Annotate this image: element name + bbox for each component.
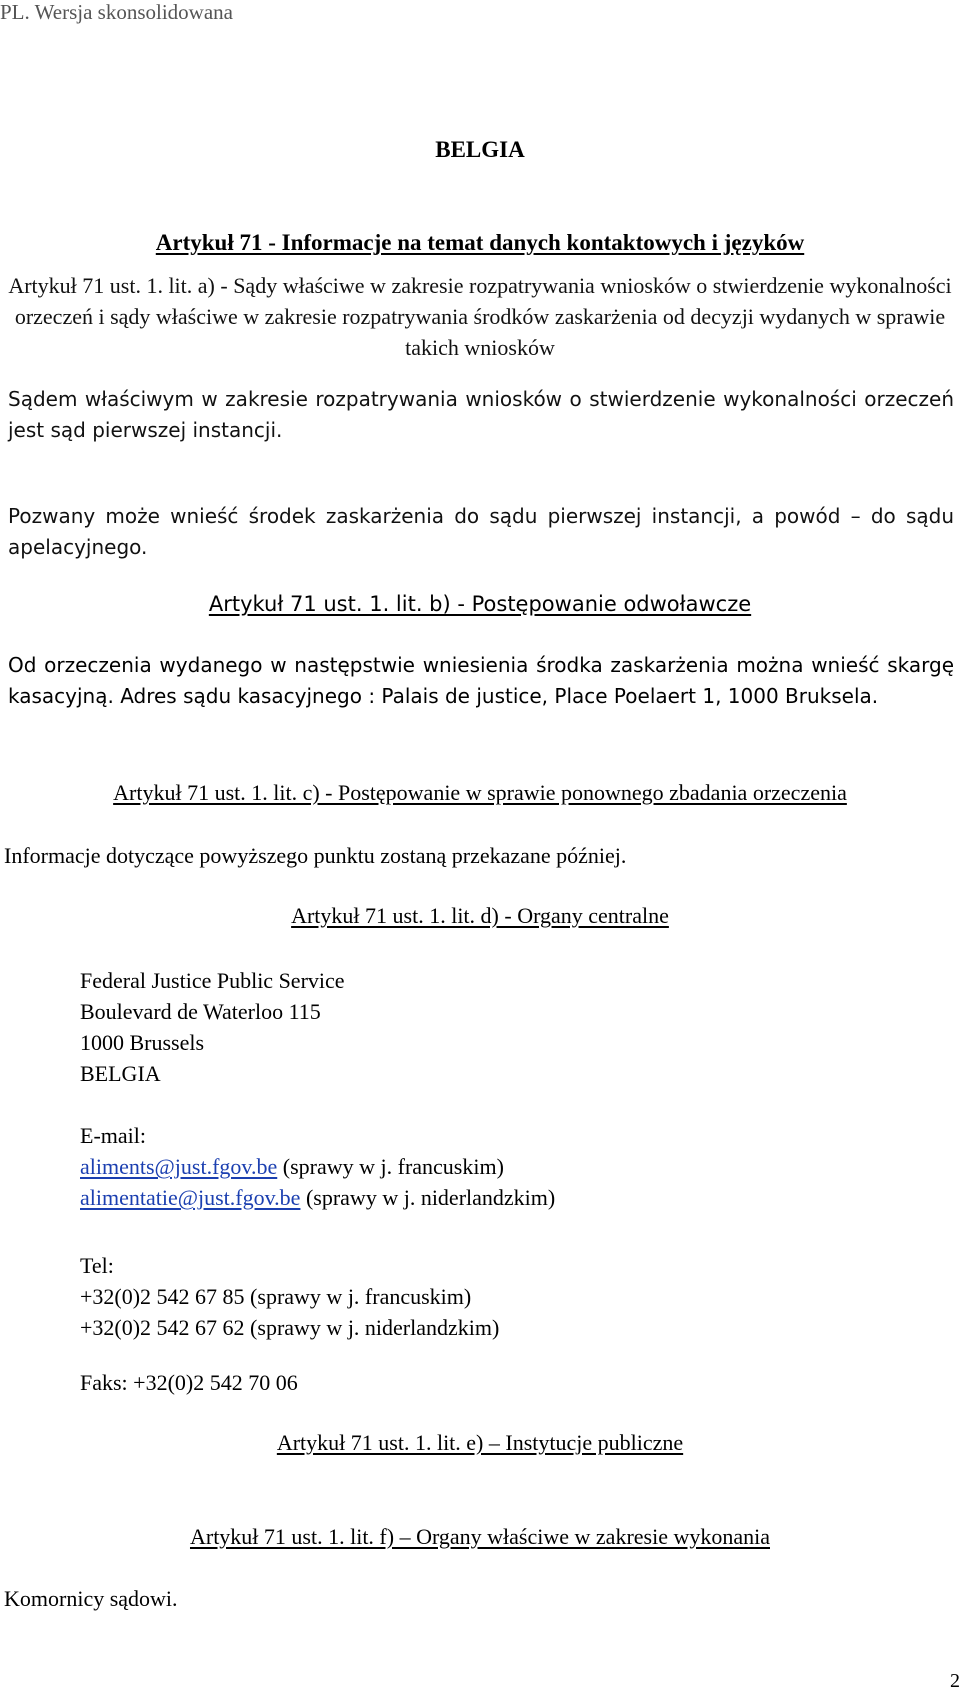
phone-label: Tel:	[80, 1253, 114, 1278]
email-label: E-mail:	[80, 1123, 146, 1148]
phone-number: +32(0)2 542 67 85 (sprawy w j. francuskim)	[80, 1284, 472, 1309]
email-row	[80, 1151, 555, 1182]
fax-number: Faks: +32(0)2 542 70 06	[80, 1370, 298, 1395]
section-a-paragraph: Sądem właściwym w zakresie rozpatrywania wniosków o stwierdzenie wykonalności orzeczeń jest sąd pierwszej instancji.	[8, 387, 954, 442]
section-d-heading: Artykuł 71 ust. 1. lit. d) - Organy centralne	[291, 903, 669, 928]
section-f-heading: Artykuł 71 ust. 1. lit. f) – Organy właściwe w zakresie wykonania	[189, 1524, 770, 1549]
section-e-heading: Artykuł 71 ust. 1. lit. e) – Instytucje publiczne	[276, 1430, 684, 1455]
email-link-french[interactable]: aliments@just.fgov.be	[80, 1154, 278, 1179]
section-a-paragraph: Pozwany może wnieść środek zaskarżenia do sądu pierwszej instancji, a powód – do sądu apelacyjnego.	[8, 504, 954, 559]
address-line: Boulevard de Waterloo 115	[80, 999, 321, 1024]
section-b-heading: Artykuł 71 ust. 1. lit. b) - Postępowanie odwoławcze	[208, 592, 752, 616]
address-line: BELGIA	[80, 1061, 161, 1086]
article-heading: Artykuł 71 - Informacje na temat danych kontaktowych i języków	[155, 230, 805, 255]
document-title: BELGIA	[435, 137, 525, 162]
section-b-paragraph: Od orzeczenia wydanego w następstwie wniesienia środka zaskarżenia można wnieść skargę kasacyjną. Adres sądu kasacyjnego : Palais de justice, Place Poelaert 1, 1000 Bruksela.	[8, 653, 954, 708]
section-a-heading: Artykuł 71 ust. 1. lit. a) - Sądy właściwe w zakresie rozpatrywania wniosków o stwierdzenie wykonalności orzeczeń i sądy właściwe w zakresie rozpatrywania środków zaskarżenia od decyzji wydanych w sprawie takich wniosków	[8, 273, 952, 360]
section-c-heading: Artykuł 71 ust. 1. lit. c) - Postępowanie w sprawie ponownego zbadania orzeczenia	[113, 780, 847, 805]
section-c-paragraph: Informacje dotyczące powyższego punktu zostaną przekazane później.	[4, 843, 627, 868]
page-number: 2	[950, 1670, 960, 1692]
section-f-paragraph: Komornicy sądowi.	[4, 1586, 178, 1611]
email-block	[80, 1120, 555, 1213]
address-line: 1000 Brussels	[80, 1030, 205, 1055]
document-header-label: PL. Wersja skonsolidowana	[0, 0, 233, 24]
central-authority-address	[80, 965, 345, 1089]
email-note: (sprawy w j. niderlandzkim)	[300, 1185, 556, 1210]
phone-block	[80, 1250, 499, 1343]
email-row	[80, 1182, 555, 1213]
phone-number: +32(0)2 542 67 62 (sprawy w j. niderlandzkim)	[80, 1315, 500, 1340]
email-note: (sprawy w j. francuskim)	[277, 1154, 504, 1179]
address-line: Federal Justice Public Service	[80, 968, 345, 993]
email-link-dutch[interactable]: alimentatie@just.fgov.be	[80, 1185, 301, 1210]
